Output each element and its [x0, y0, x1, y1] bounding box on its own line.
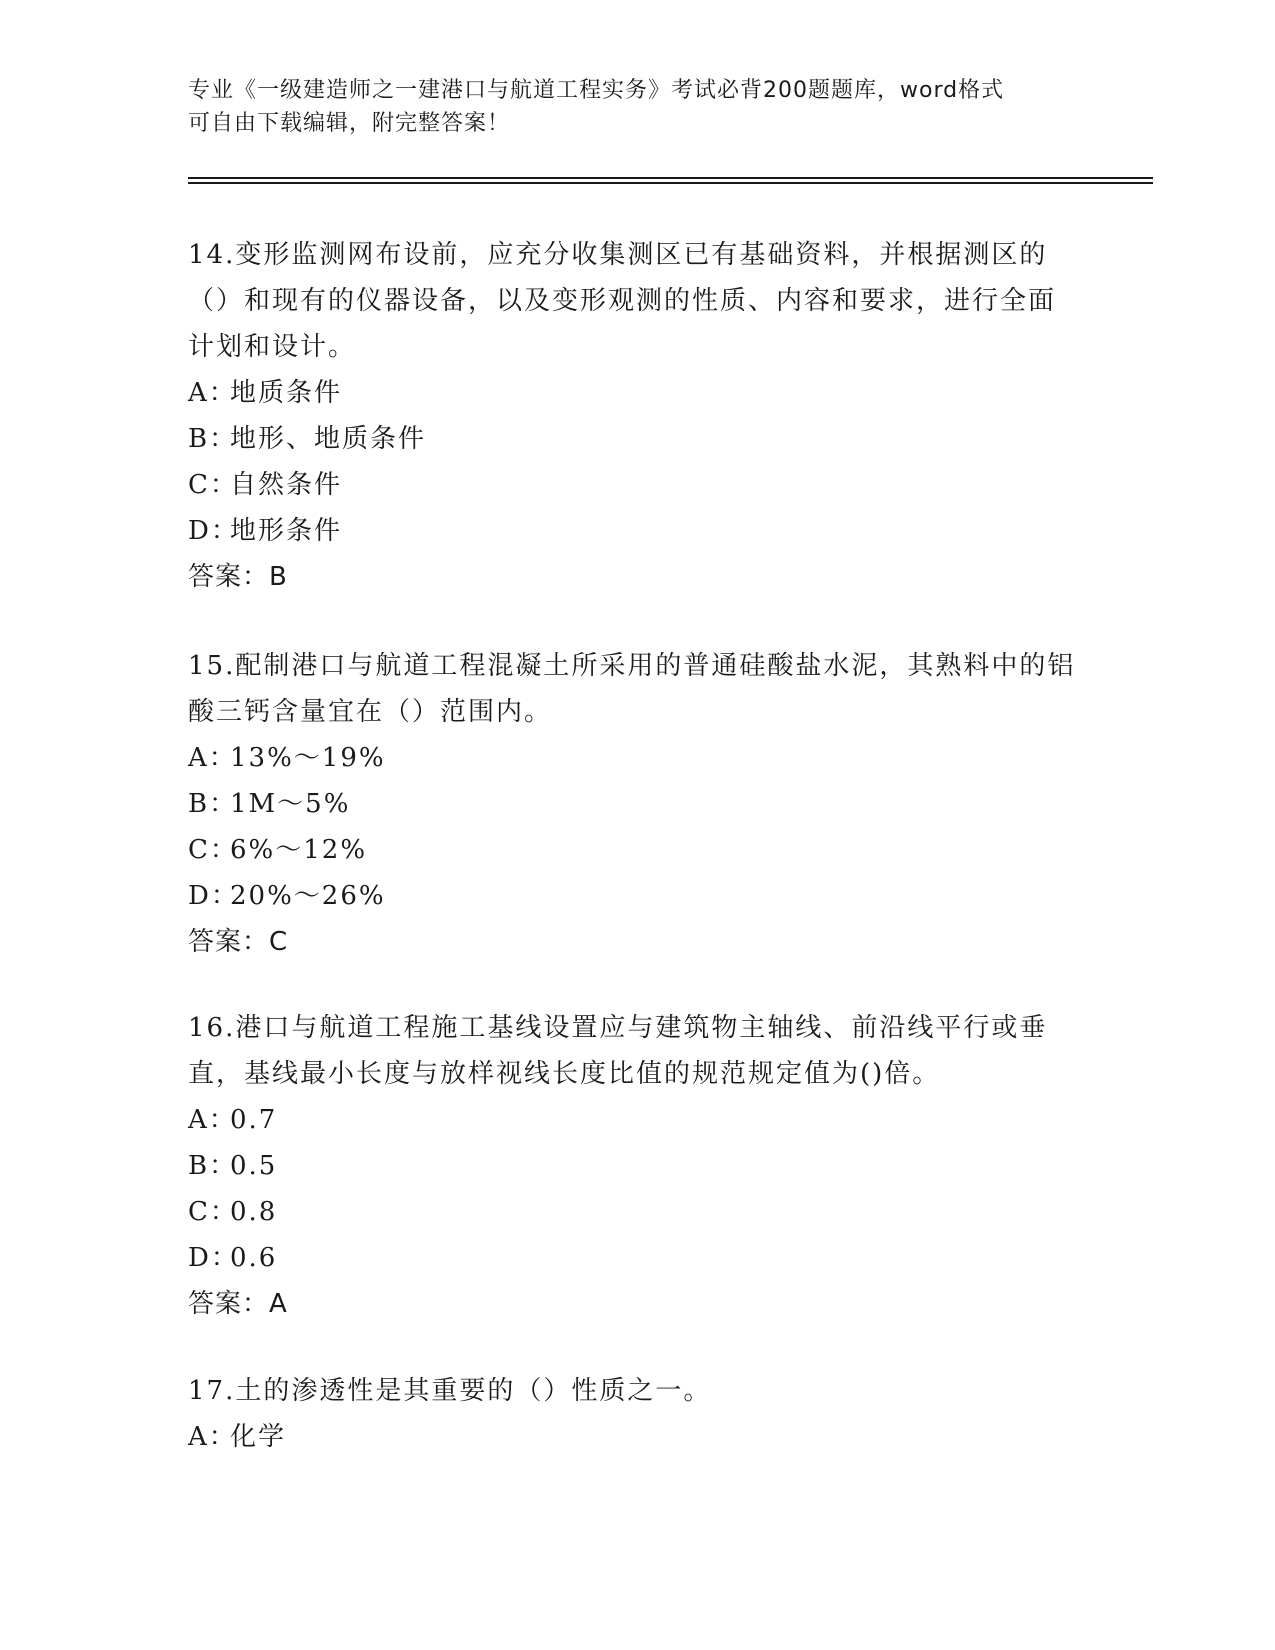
option-key: A：	[188, 1422, 237, 1452]
document-header	[188, 74, 1068, 140]
option-text: 地形条件	[230, 516, 343, 546]
option-key: D：	[188, 516, 239, 546]
option-text: 化学	[230, 1422, 287, 1452]
option-a	[188, 1097, 1078, 1143]
option-key: B：	[188, 424, 238, 454]
option-c	[188, 827, 1078, 873]
answer-line: 答案：A	[188, 1289, 288, 1319]
option-key: B：	[188, 1151, 238, 1181]
option-text: 0.5	[230, 1151, 278, 1181]
option-a	[188, 735, 1078, 781]
option-d	[188, 873, 1078, 919]
option-text: 0.7	[230, 1105, 278, 1135]
option-text: 0.8	[230, 1197, 278, 1227]
option-key: C：	[188, 470, 238, 500]
header-line-1: 专业《一级建造师之一建港口与航道工程实务》考试必背200题题库，word格式	[188, 78, 1005, 103]
question-15	[188, 643, 1078, 965]
question-14	[188, 232, 1078, 600]
option-b	[188, 1143, 1078, 1189]
option-text: 6%～12%	[230, 835, 368, 865]
option-key: A：	[188, 1105, 237, 1135]
option-c	[188, 1189, 1078, 1235]
option-key: D：	[188, 1243, 239, 1273]
question-17	[188, 1368, 1078, 1460]
question-16	[188, 1005, 1078, 1327]
answer-line: 答案：B	[188, 562, 288, 592]
option-d	[188, 1235, 1078, 1281]
option-a	[188, 1414, 1078, 1460]
question-stem: 15.配制港口与航道工程混凝土所采用的普通硅酸盐水泥，其熟料中的铝酸三钙含量宜在（）范围内。	[188, 651, 1076, 727]
option-b	[188, 416, 1078, 462]
option-text: 13%～19%	[230, 743, 386, 773]
option-key: C：	[188, 835, 238, 865]
option-key: A：	[188, 378, 237, 408]
option-text: 0.6	[230, 1243, 278, 1273]
option-text: 自然条件	[230, 470, 343, 500]
option-text: 地质条件	[230, 378, 343, 408]
option-c	[188, 462, 1078, 508]
option-key: C：	[188, 1197, 238, 1227]
option-key: A：	[188, 743, 237, 773]
option-text: 1M～5%	[230, 789, 351, 819]
answer-line: 答案：C	[188, 927, 289, 957]
question-stem: 14.变形监测网布设前，应充分收集测区已有基础资料，并根据测区的（）和现有的仪器设备，以及变形观测的性质、内容和要求，进行全面计划和设计。	[188, 240, 1057, 362]
header-divider-top	[188, 177, 1153, 179]
option-text: 20%～26%	[230, 881, 386, 911]
question-stem: 17.土的渗透性是其重要的（）性质之一。	[188, 1376, 712, 1406]
option-text: 地形、地质条件	[230, 424, 427, 454]
option-d	[188, 508, 1078, 554]
option-a	[188, 370, 1078, 416]
option-key: B：	[188, 789, 238, 819]
question-stem: 16.港口与航道工程施工基线设置应与建筑物主轴线、前沿线平行或垂直，基线最小长度与放样视线长度比值的规范规定值为()倍。	[188, 1013, 1048, 1089]
header-line-2: 可自由下载编辑，附完整答案！	[188, 111, 511, 136]
option-b	[188, 781, 1078, 827]
option-key: D：	[188, 881, 239, 911]
header-divider-bottom	[188, 182, 1153, 184]
